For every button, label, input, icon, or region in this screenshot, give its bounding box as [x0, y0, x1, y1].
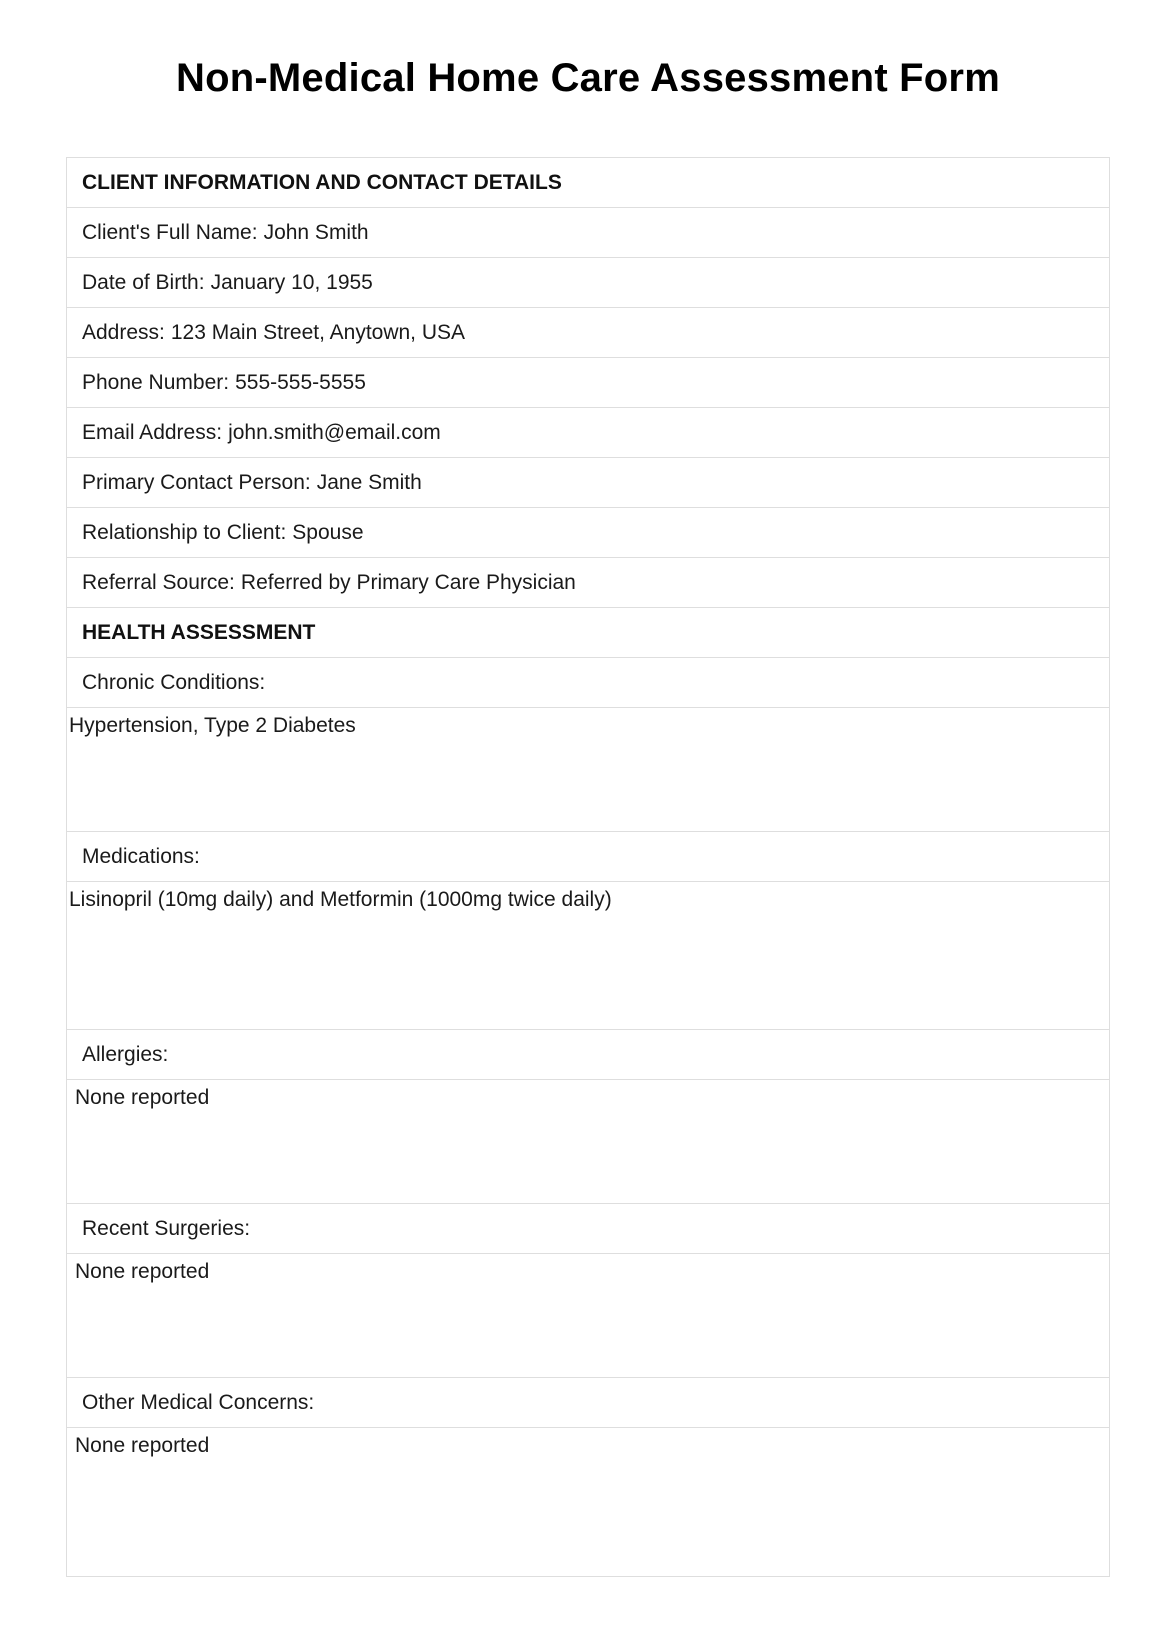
value-medications: Lisinopril (10mg daily) and Metformin (1000mg twice daily): [67, 882, 1109, 1030]
page-title: Non-Medical Home Care Assessment Form: [176, 56, 1000, 100]
assessment-form-table: [66, 157, 1110, 1577]
field-value: Jane Smith: [316, 470, 422, 494]
field-value: John Smith: [263, 220, 369, 244]
field-label: Relationship to Client:: [82, 520, 287, 544]
field-label: Client's Full Name:: [82, 220, 258, 244]
label-other-medical-concerns: Other Medical Concerns:: [67, 1378, 1109, 1428]
label-allergies: Allergies:: [67, 1030, 1109, 1080]
field-email-address: [67, 408, 1109, 458]
value-allergies: None reported: [67, 1080, 1109, 1204]
label-medications: Medications:: [67, 832, 1109, 882]
field-label: Date of Birth:: [82, 270, 205, 294]
section-heading-client-info: CLIENT INFORMATION AND CONTACT DETAILS: [67, 158, 1109, 208]
field-date-of-birth: [67, 258, 1109, 308]
field-label: Phone Number:: [82, 370, 230, 394]
field-label: Email Address:: [82, 420, 223, 444]
value-chronic-conditions: Hypertension, Type 2 Diabetes: [67, 708, 1109, 832]
field-value: Referred by Primary Care Physician: [240, 570, 576, 594]
field-phone-number: [67, 358, 1109, 408]
field-label: Primary Contact Person:: [82, 470, 311, 494]
label-chronic-conditions: Chronic Conditions:: [67, 658, 1109, 708]
section-heading-health-assessment: HEALTH ASSESSMENT: [67, 608, 1109, 658]
value-recent-surgeries: None reported: [67, 1254, 1109, 1378]
field-referral-source: [67, 558, 1109, 608]
field-value: January 10, 1955: [210, 270, 373, 294]
field-relationship-to-client: [67, 508, 1109, 558]
field-value: Spouse: [292, 520, 364, 544]
field-primary-contact-person: [67, 458, 1109, 508]
label-recent-surgeries: Recent Surgeries:: [67, 1204, 1109, 1254]
field-value: john.smith@email.com: [228, 420, 441, 444]
field-label: Address:: [82, 320, 165, 344]
field-label: Referral Source:: [82, 570, 235, 594]
field-value: 123 Main Street, Anytown, USA: [170, 320, 466, 344]
field-address: [67, 308, 1109, 358]
field-value: 555-555-5555: [235, 370, 366, 394]
field-client-full-name: [67, 208, 1109, 258]
value-other-medical-concerns: None reported: [67, 1428, 1109, 1577]
